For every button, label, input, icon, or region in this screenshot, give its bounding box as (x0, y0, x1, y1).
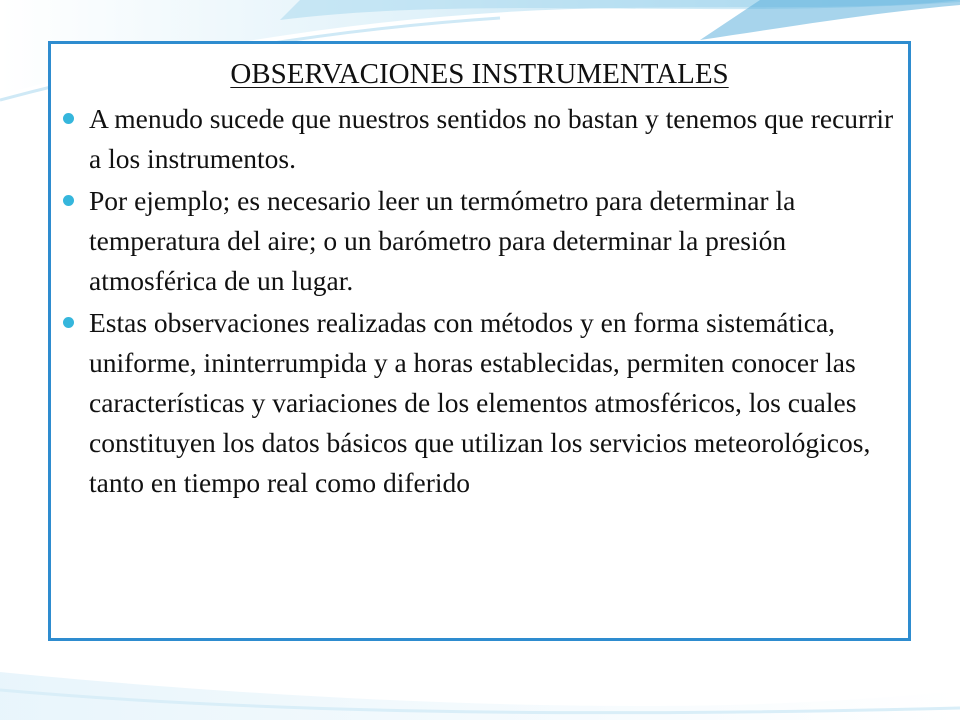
bullet-dot-icon (63, 195, 74, 206)
bullet-dot-icon (63, 113, 74, 124)
bullet-text: A menudo sucede que nuestros sentidos no bastan y tenemos que recurrir a los instrumentos. (89, 103, 894, 174)
bullet-text: Estas observaciones realizadas con métodos y en forma sistemática, uniforme, ininterrumpida y a horas establecidas, permiten conocer las características y variaciones de los elementos atmosféricos, los cuales constituyen los datos básicos que utilizan los servicios meteorológicos, tanto en tiempo real como diferido (89, 307, 871, 498)
content-frame (48, 41, 911, 641)
bullet-item (51, 99, 908, 179)
bullet-item (51, 181, 908, 301)
slide-title: OBSERVACIONES INSTRUMENTALES (230, 58, 729, 90)
bullet-item (51, 303, 908, 503)
bullet-text: Por ejemplo; es necesario leer un termómetro para determinar la temperatura del aire; o un barómetro para determinar la presión atmosférica de un lugar. (89, 185, 796, 296)
bullet-dot-icon (63, 317, 74, 328)
bullet-list (51, 99, 908, 505)
